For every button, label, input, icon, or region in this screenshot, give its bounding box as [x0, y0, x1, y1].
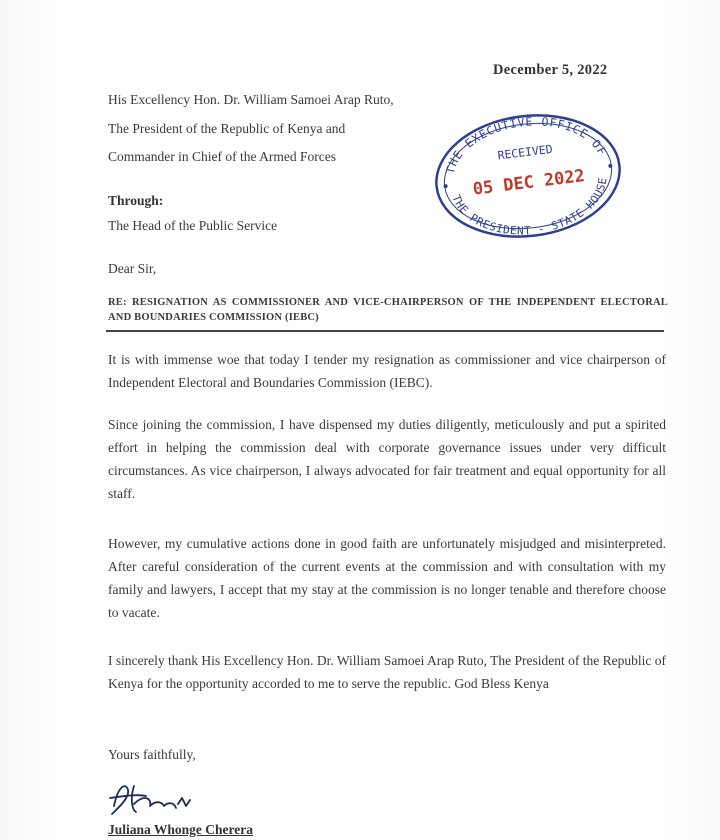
subject-line: RE: RESIGNATION AS COMMISSIONER AND VICE-CHAIRPERSON OF THE INDEPENDENT ELECTORAL AND BOUNDARIES COMMISSION (IEBC) — [108, 297, 668, 323]
recipient-line-2: The President of the Republic of Kenya and — [108, 121, 346, 136]
received-stamp — [428, 108, 628, 244]
paragraph-1: It is with immense woe that today I tender my resignation as commissioner and vice chairperson of Independent Electoral and Boundaries Commission (IEBC). — [108, 352, 666, 390]
stamp-date: 05 DEC 2022 — [471, 166, 586, 200]
handwritten-signature — [104, 776, 200, 820]
signer-name: Juliana Whonge Cherera — [108, 822, 254, 837]
paragraph-2: Since joining the commission, I have dispensed my duties diligently, meticulously and put a spirited effort in helping the commission deal with corporate governance issues under very difficult circumstances. As vice chairperson, I always advocated for fair treatment and equal opportunity for all staff. — [108, 417, 666, 501]
stamp-bottom-text: THE PRESIDENT - STATE HOUSE — [449, 176, 610, 238]
paragraph-4: I sincerely thank His Excellency Hon. Dr. William Samoei Arap Ruto, The President of the Republic of Kenya for the opportunity accorded to me to serve the republic. God Bless Kenya — [108, 653, 666, 691]
through-value: The Head of the Public Service — [108, 218, 278, 233]
stamp-received-text: RECEIVED — [496, 141, 554, 163]
salutation: Dear Sir, — [108, 261, 157, 276]
svg-text:THE EXECUTIVE OFFICE OF — [437, 108, 610, 177]
stamp-top-text: THE EXECUTIVE OFFICE OF — [443, 114, 610, 176]
closing-phrase: Yours faithfully, — [108, 747, 196, 762]
paragraph-3: However, my cumulative actions done in good faith are unfortunately misjudged and misinterpreted. After careful consideration of the current events at the commission and with consultation with my family and lawyers, I accept that my stay at the commission is no longer tenable and therefore choose to vacate. — [108, 536, 666, 620]
recipient-line-3: Commander in Chief of the Armed Forces — [108, 149, 336, 164]
subject-divider — [106, 330, 664, 332]
letter-date: December 5, 2022 — [493, 62, 608, 78]
recipient-line-1: His Excellency Hon. Dr. William Samoei Arap Ruto, — [108, 92, 394, 107]
through-label: Through: — [108, 193, 164, 208]
